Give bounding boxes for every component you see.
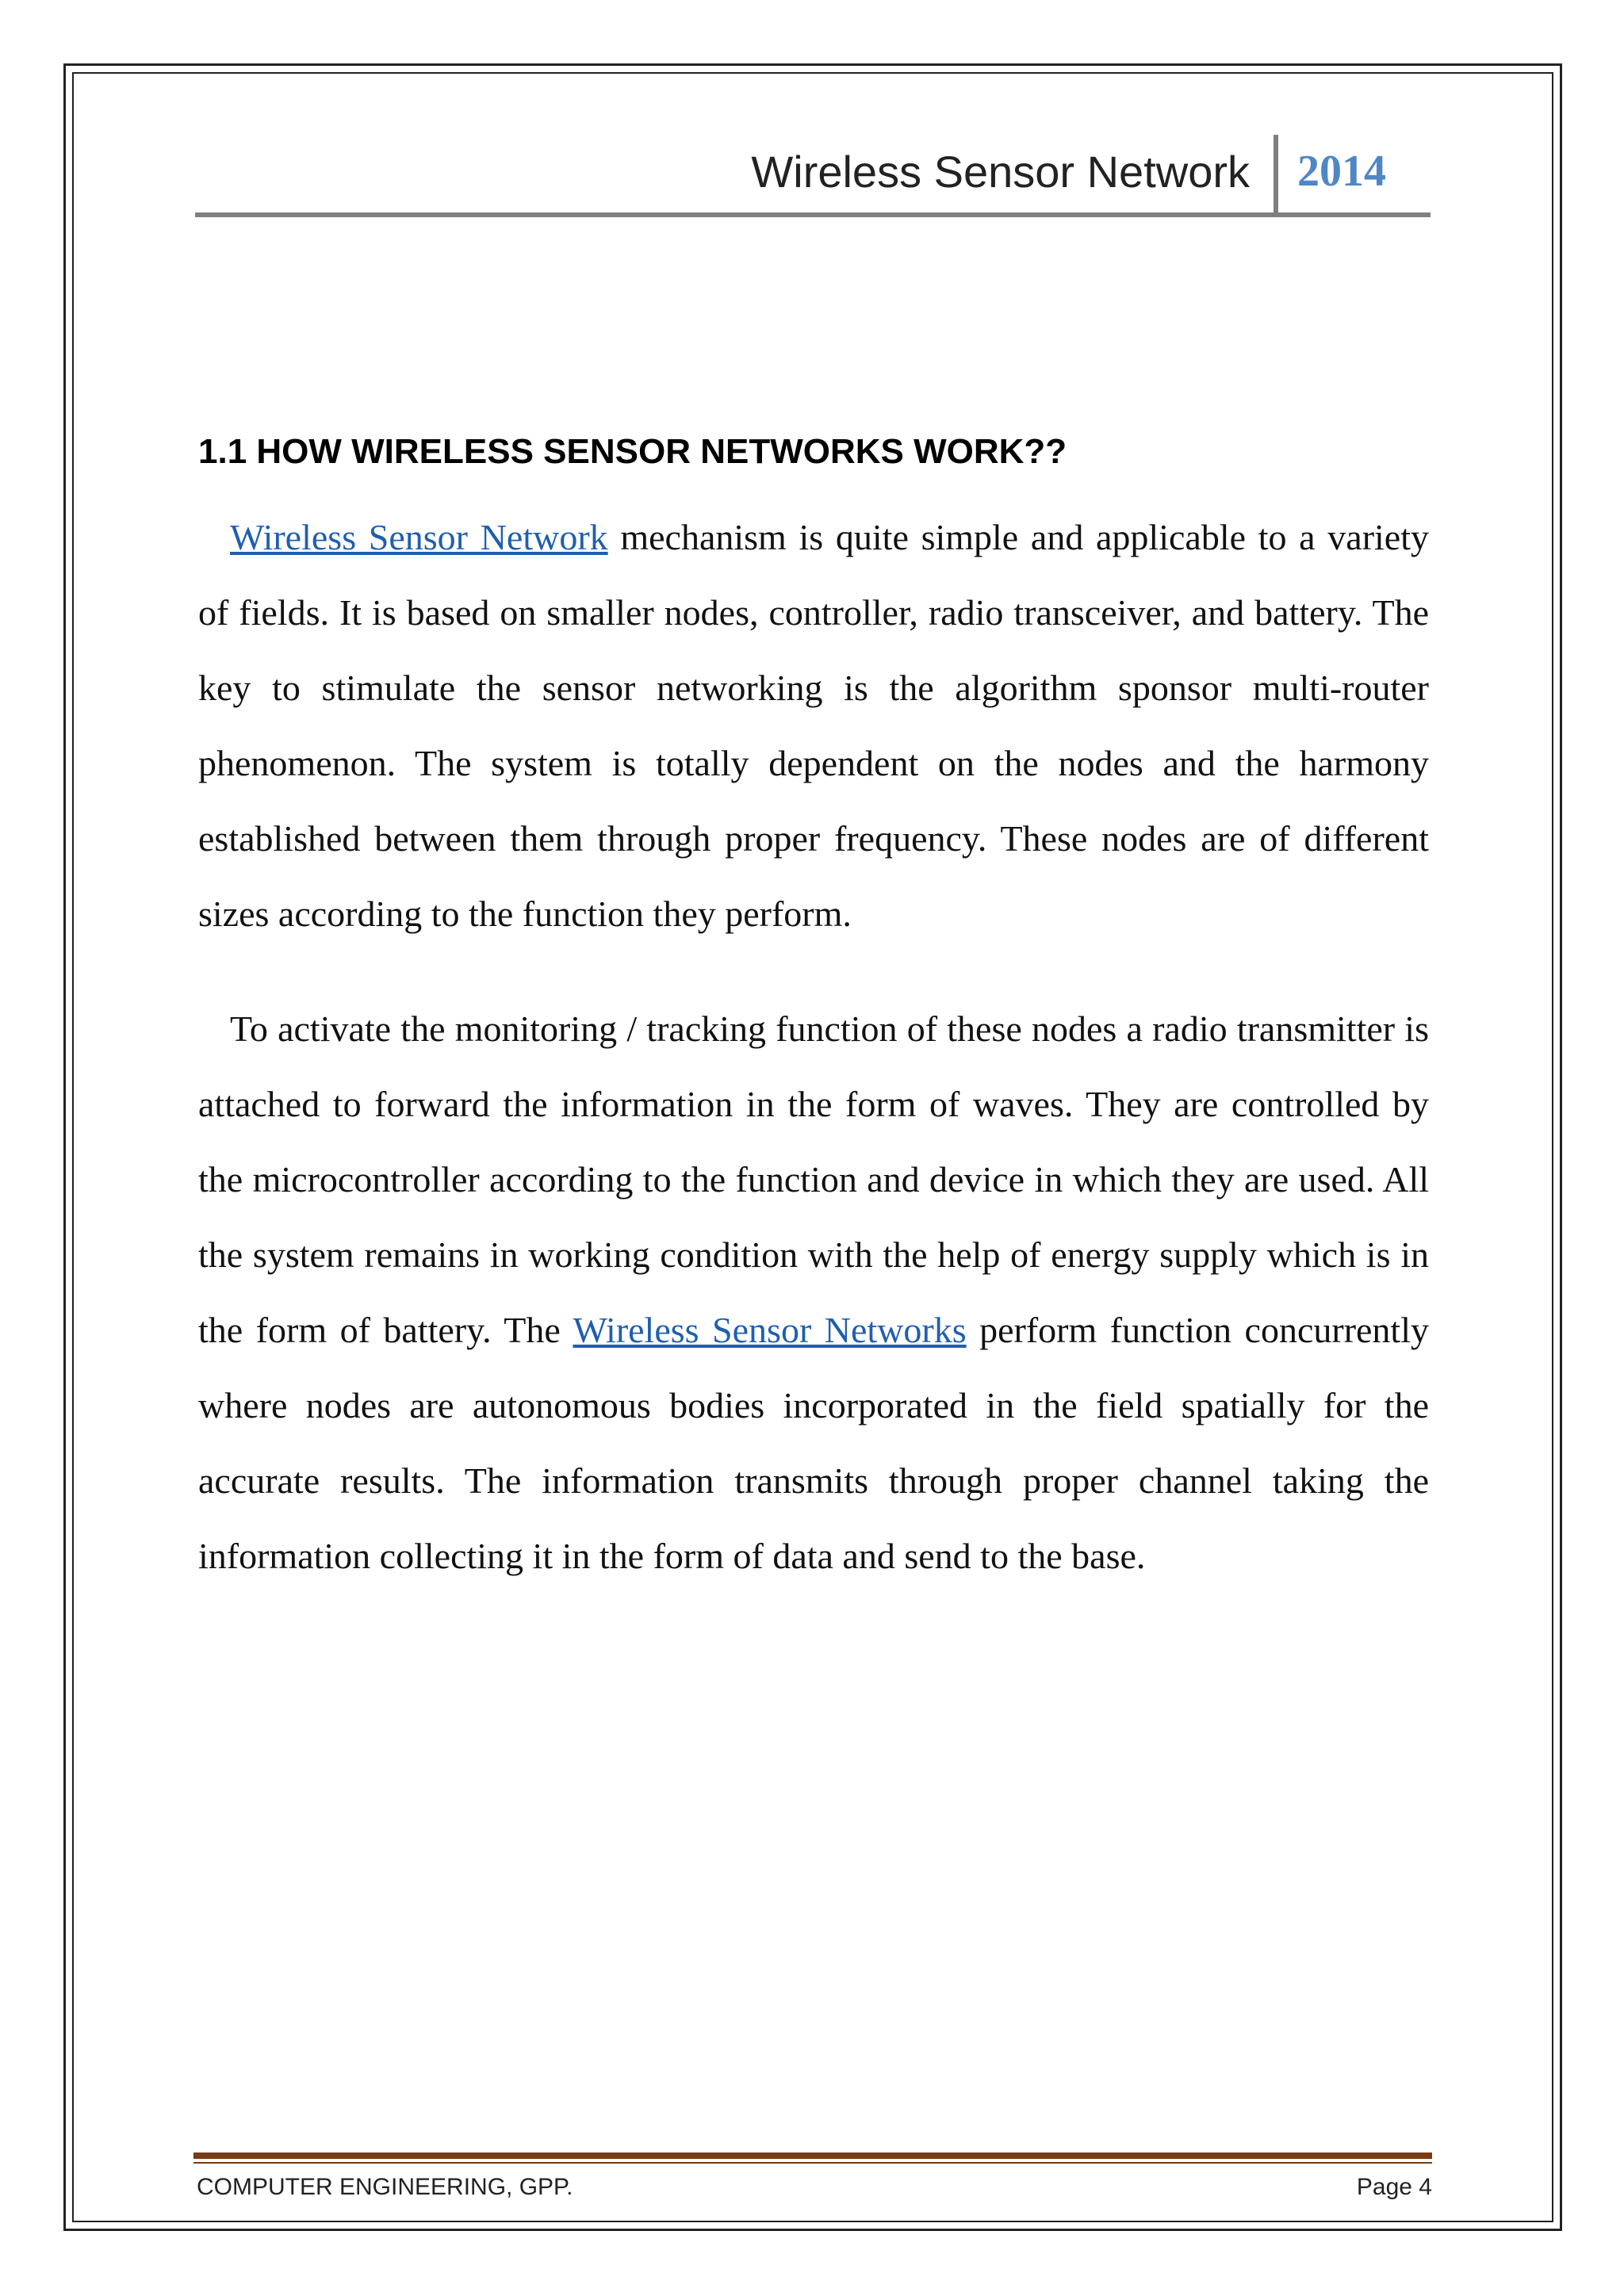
footer-department: COMPUTER ENGINEERING, GPP. <box>197 2174 573 2200</box>
page-header <box>195 135 1431 222</box>
section-heading: 1.1 HOW WIRELESS SENSOR NETWORKS WORK?? <box>198 432 1067 471</box>
footer-rule-thick <box>193 2152 1432 2159</box>
page-content <box>198 396 1429 1633</box>
header-rule <box>195 212 1431 217</box>
footer-page-number: Page 4 <box>1356 2174 1432 2200</box>
paragraph-2-text-after: perform function concurrently where nodes are autonomous bodies incorporated in the field spatially for the accurate results. The information transmits through proper channel taking the information collecting it in the form of data and send to the base. <box>198 1310 1429 1576</box>
footer-rule-thin <box>193 2162 1432 2164</box>
paragraph-2 <box>198 991 1429 1594</box>
paragraph-1 <box>198 499 1429 951</box>
header-divider <box>1274 135 1278 214</box>
wireless-sensor-networks-link[interactable]: Wireless Sensor Networks <box>573 1310 967 1350</box>
header-title: Wireless Sensor Network <box>751 147 1250 197</box>
header-year: 2014 <box>1297 147 1386 196</box>
paragraph-1-text: mechanism is quite simple and applicable to a variety of fields. It is based on smaller nodes, controller, radio transceiver, and battery. The key to stimulate the sensor networking is the algorithm sponsor multi-router phenomenon. The system is totally dependent on the nodes and the harmony established between them through proper frequency. These nodes are of different sizes according to the function they perform. <box>198 517 1430 934</box>
wireless-sensor-network-link[interactable]: Wireless Sensor Network <box>230 517 608 557</box>
paragraph-2-text-before: To activate the monitoring / tracking function of these nodes a radio transmitter is attached to forward the information in the form of waves. They are controlled by the microcontroller according to the function and device in which they are used. All the system remains in working condition with the help of energy supply which is in the form of battery. The <box>198 1008 1429 1350</box>
